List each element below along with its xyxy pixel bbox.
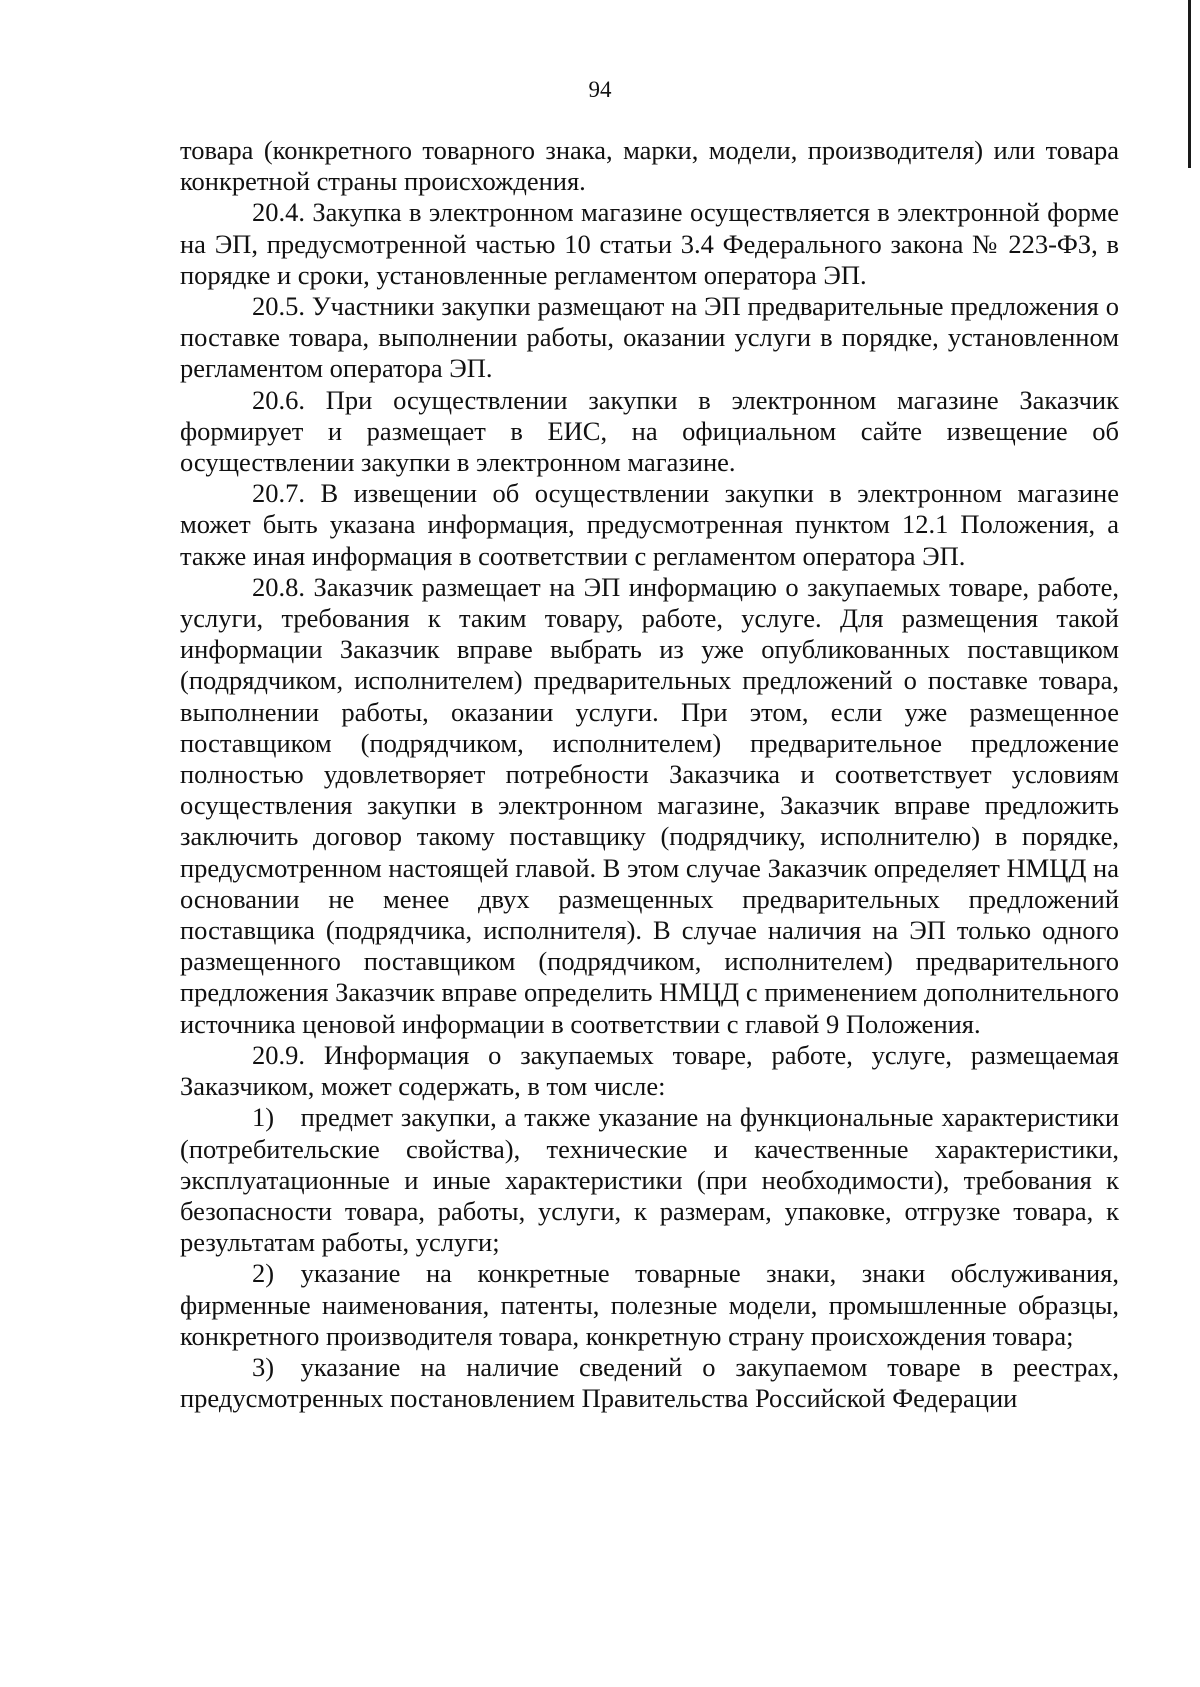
paragraph-20-6: 20.6. При осуществлении закупки в электронном магазине Заказчик формирует и размещает в ЕИС, на официальном сайте извещение об осуществлении закупки в электронном магазине. xyxy=(180,384,1119,478)
paragraph-20-9: 20.9. Информация о закупаемых товаре, работе, услуге, размещаемая Заказчиком, может содержать, в том числе: xyxy=(180,1039,1119,1102)
list-item-3: 3) указание на наличие сведений о закупаемом товаре в реестрах, предусмотренных постановлением Правительства Российской Федерации xyxy=(180,1351,1119,1414)
list-item-1: 1) предмет закупки, а также указание на функциональные характеристики (потребительские свойства), технические и качественные характеристики, эксплуатационные и иные характеристики (при необходимости), требования к безопасности товара, работы, услуги, к размерам, упаковке, отгрузке товара, к результатам работы, услуги; xyxy=(180,1102,1119,1258)
page-number: 94 xyxy=(588,77,612,102)
paragraph-20-5: 20.5. Участники закупки размещают на ЭП предварительные предложения о поставке товара, выполнении работы, оказании услуги в порядке, установленном регламентом оператора ЭП. xyxy=(180,291,1119,384)
paragraph-continuation: товара (конкретного товарного знака, марки, модели, производителя) или товара конкретной страны происхождения. xyxy=(180,135,1119,197)
list-item-2: 2) указание на конкретные товарные знаки, знаки обслуживания, фирменные наименования, патенты, полезные модели, промышленные образцы, конкретного производителя товара, конкретную страну происхождения товара; xyxy=(180,1258,1119,1351)
paragraph-20-7: 20.7. В извещении об осуществлении закупки в электронном магазине может быть указана информация, предусмотренная пунктом 12.1 Положения, а также иная информация в соответствии с регламентом оператора ЭП. xyxy=(180,478,1119,571)
paragraph-20-8: 20.8. Заказчик размещает на ЭП информацию о закупаемых товаре, работе, услуги, требования к таким товару, работе, услуге. Для размещения такой информации Заказчик вправе выбрать из уже опубликованных поставщиком (подрядчиком, исполнителем) предварительных предложений о поставке товара, выполнении работы, оказании услуги. При этом, если уже размещенное поставщиком (подрядчиком, исполнителем) предварительное предложение полностью удовлетворяет потребности Заказчика и соответствует условиям осуществления закупки в электронном магазине, Заказчик вправе предложить заключить договор такому поставщику (подрядчику, исполнителю) в порядке, предусмотренном настоящей главой. В этом случае Заказчик определяет НМЦД на основании не менее двух размещенных предварительных предложений поставщика (подрядчика, исполнителя). В случае наличия на ЭП только одного размещенного поставщиком (подрядчиком, исполнителем) предварительного предложения Заказчик вправе определить НМЦД с применением дополнительного источника ценовой информации в соответствии с главой 9 Положения. xyxy=(180,571,1119,1039)
document-body xyxy=(180,135,1119,1414)
paragraph-20-4: 20.4. Закупка в электронном магазине осуществляется в электронной форме на ЭП, предусмотренной частью 10 статьи 3.4 Федерального закона № 223-ФЗ, в порядке и сроки, установленные регламентом оператора ЭП. xyxy=(180,197,1119,290)
